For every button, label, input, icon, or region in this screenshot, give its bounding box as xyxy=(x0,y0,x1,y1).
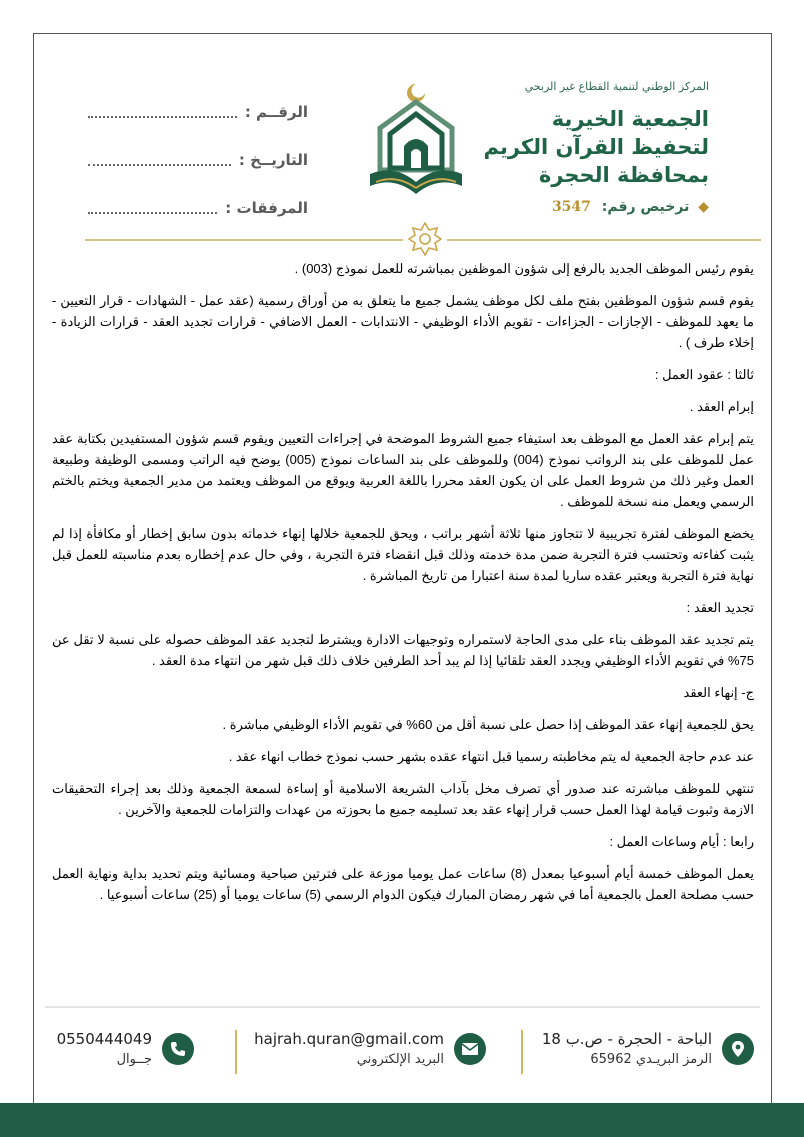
org-name-line2: لتحفيظ القرآن الكريم xyxy=(483,135,709,159)
body-paragraph: يعمل الموظف خمسة أيام أسبوعيا بمعدل (8) ساعات عمل يوميا موزعة على فترتين صباحية ومسائية ويتم تحديد بداية ونهاية العمل حسب مصلحة العمل بالجمعية أما في شهر رمضان المبارك فيكون الدوام الرسمي (5) ساعات يوميا أو (25) ساعات أسبوعيا . xyxy=(52,866,754,902)
footer-divider xyxy=(45,1006,760,1008)
reference-number-field[interactable] xyxy=(88,88,308,136)
document-body xyxy=(52,258,754,916)
footer-phone xyxy=(57,1030,194,1067)
envelope-icon xyxy=(454,1033,486,1065)
body-paragraph: يقوم قسم شؤون الموظفين بفتح ملف لكل موظف يشمل جميع ما يتعلق به من أوراق رسمية (عقد عمل - الشهادات - قرار التعيين - ما يعهد للموظف - الإجازات - الجزاءات - تقويم الأداء الوظيفي - الانتدابات - العمل الاضافي - قرارات تجديد العقد - قرارات الزيادة - إخلاء طرف ) . xyxy=(52,293,754,350)
license-label: ترخيص رقم: xyxy=(601,199,690,215)
subsection-heading: إبرام العقد . xyxy=(689,399,754,414)
postal-code: الرمز البريـدي 65962 xyxy=(590,1052,712,1067)
date-field[interactable] xyxy=(88,136,308,184)
body-paragraph: يتم تجديد عقد الموظف بناء على مدى الحاجة لاستمراره وتوجيهات الادارة ويشترط لتجديد عقد الموظف حصوله على نسبة لا تقل عن 75% في تقويم الأداء الوظيفي ويجدد العقد تلقائيا إذا لم يبد أحد الطرفين خلاف ذلك قبل شهر من انتهاء مدة العقد . xyxy=(52,632,754,668)
phone-icon xyxy=(162,1033,194,1065)
field-label: المرفقات : xyxy=(225,199,308,217)
header-divider xyxy=(85,239,761,243)
footer-address xyxy=(542,1030,754,1067)
divider-line-left xyxy=(85,239,403,241)
ornament-icon xyxy=(408,222,442,256)
org-name-line3: بمحافظة الحجرة xyxy=(538,163,709,187)
diamond-icon: ◆ xyxy=(698,199,709,215)
organization-block xyxy=(479,80,709,215)
section-heading: ثالثا : عقود العمل : xyxy=(654,367,754,382)
divider-line-right xyxy=(447,239,761,241)
footer-email xyxy=(254,1030,486,1067)
phone-number[interactable]: 0550444049 xyxy=(56,1030,152,1048)
dotted-line xyxy=(88,202,217,214)
attachments-field[interactable] xyxy=(88,184,308,232)
license-info xyxy=(479,199,709,215)
mosque-book-logo xyxy=(356,70,476,220)
reference-fields xyxy=(88,88,308,232)
location-pin-icon xyxy=(722,1033,754,1065)
address-line: الباحة - الحجرة - ص.ب 18 xyxy=(541,1030,712,1048)
subsection-heading: ج- إنهاء العقد xyxy=(683,685,754,700)
license-number: 3547 xyxy=(551,199,591,215)
body-paragraph: يحق للجمعية إنهاء عقد الموظف إذا حصل على نسبة أقل من 60% في تقويم الأداء الوظيفي مباشرة . xyxy=(222,717,754,732)
section-heading: رابعا : أيام وساعات العمل : xyxy=(609,834,754,849)
body-paragraph: عند عدم حاجة الجمعية له يتم مخاطبته رسميا قبل انتهاء عقده بشهر حسب نموذج خطاب انهاء عقد . xyxy=(228,749,754,764)
body-paragraph: يتم إبرام عقد العمل مع الموظف بعد استيفاء جميع الشروط الموضحة في إجراءات التعيين ويقوم قسم شؤون المستفيدين بكتابة عقد عمل للموظف على بند الرواتب نموذج (004) وللموظف على بند الساعات نموذج (005) يوضح فيه الراتب ومسمى الوظيفة وطبيعة العمل وغير ذلك من شروط العمل على ان يكون العقد محررا باللغة العربية ويوقع من الموظف ويعتمد من مدير الجمعية ويختم بالختم الرسمي ويعمل منه نسخة للموظف . xyxy=(52,431,754,509)
field-label: التاريــخ : xyxy=(238,151,308,169)
dotted-line xyxy=(88,154,231,166)
org-subtitle: المركز الوطني لتنمية القطاع غير الربحي xyxy=(524,80,709,93)
dotted-line xyxy=(88,106,237,118)
subsection-heading: تجديد العقد : xyxy=(686,600,754,615)
body-paragraph: تنتهي للموظف مباشرته عند صدور أي تصرف مخل بآداب الشريعة الاسلامية أو إساءة لسمعة الجمعية وذلك بعد إجراء التحقيقات الازمة وثبوت قيامة لهذا العمل حسب قرار إنهاء عقد بعد تسليمه جميع ما بحوزته من عهدات والتزامات للجمعية والآخرين . xyxy=(52,781,754,817)
body-paragraph: يخضع الموظف لفترة تجريبية لا تتجاوز منها ثلاثة أشهر براتب ، ويحق للجمعية خلالها إنهاء خدماته بدون سابق إخطار أو مكافأة إذا لم يثبت كفاءته وتحتسب فترة التجربة ضمن مدة خدمته وذلك قبل انقضاء فترة التجربة ، وفي حال عدم إخطاره بعدم مناسبته للعمل قبل نهاية فترة التجربة ويعتبر عقده ساريا لمدة سنة اعتبارا من تاريخ المباشرة . xyxy=(52,526,754,583)
email-label: البريد الإلكتروني xyxy=(356,1052,444,1067)
phone-label: جــوال xyxy=(116,1052,152,1067)
org-name-line1: الجمعية الخيرية xyxy=(551,107,709,131)
field-label: الرقــم : xyxy=(244,103,308,121)
email-address[interactable]: hajrah.quran@gmail.com xyxy=(254,1030,444,1048)
body-paragraph: يقوم رئيس الموظف الجديد بالرفع إلى شؤون الموظفين بمباشرته للعمل نموذج (003) . xyxy=(294,261,754,276)
footer-separator xyxy=(235,1030,237,1074)
footer-separator xyxy=(521,1030,523,1074)
footer-color-strip xyxy=(0,1103,804,1137)
